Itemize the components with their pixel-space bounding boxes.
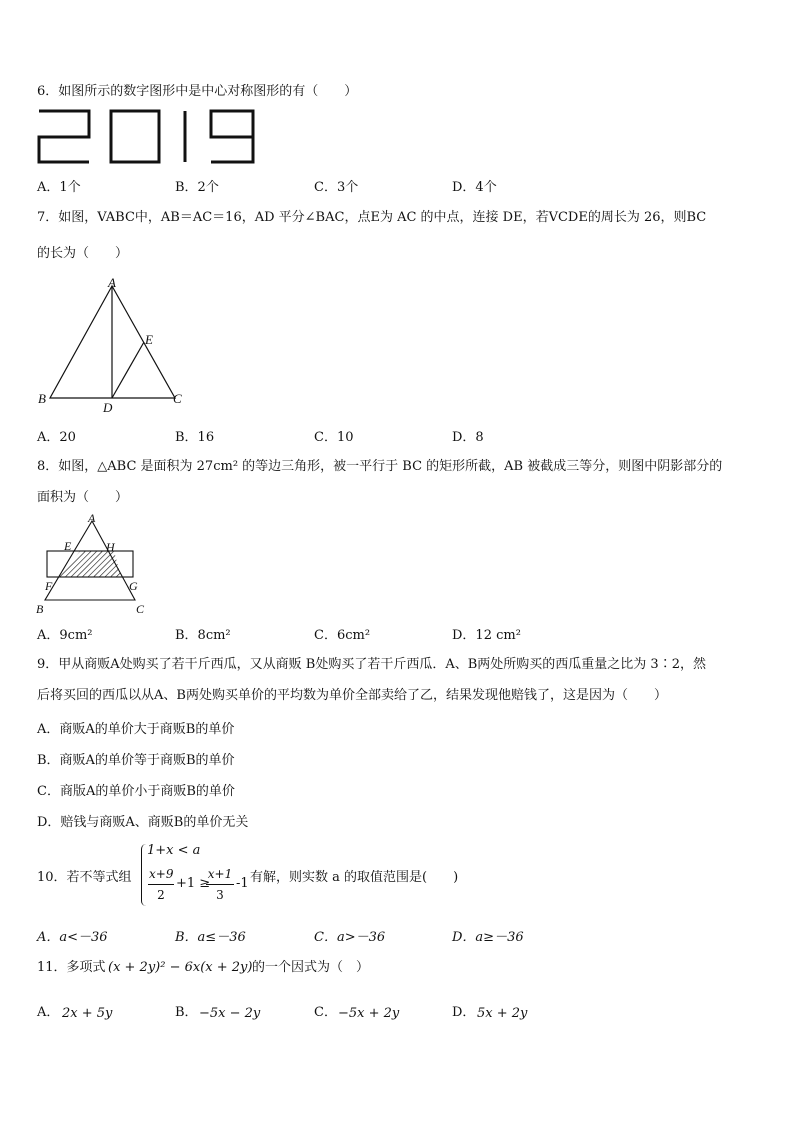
q7-option-d[interactable]: D．8 [452, 430, 484, 445]
q11-option-b-label[interactable]: B． [175, 1005, 198, 1020]
q10-option-d[interactable]: D．a≥－36 [452, 930, 524, 945]
q9-option-c[interactable]: C．商版A的单价小于商贩B的单价 [37, 784, 235, 799]
q6-option-a[interactable]: A．1个 [37, 180, 81, 195]
q7-option-a[interactable]: A．20 [37, 430, 76, 445]
q8-label-g: G [129, 579, 138, 593]
q10-frac2-num: x+1 [207, 867, 233, 881]
q11-stem-suffix: 的一个因式为（ ） [252, 960, 370, 975]
q7-label-c: C [173, 391, 182, 406]
q11-stem-prefix: 11．多项式 [37, 960, 106, 975]
q10-option-c[interactable]: C．a>－36 [314, 930, 386, 945]
q11-option-c-expr[interactable]: −5x + 2y [338, 1006, 400, 1021]
q8-label-c: C [136, 602, 145, 616]
q10-brace [141, 844, 146, 906]
q10-frac1-den: 2 [157, 888, 165, 902]
q10-mid: +1 ≥ [176, 876, 211, 891]
q7-stem-line1: 7．如图，VABC中，AB＝AC＝16，AD 平分∠BAC，点E为 AC 的中点，连接 DE，若VCDE的周长为 26，则BC [37, 210, 707, 225]
q8-label-a: A [88, 511, 96, 525]
q7-label-e: E [145, 332, 153, 347]
q10-option-a[interactable]: A．a<－36 [37, 930, 108, 945]
q9-option-b[interactable]: B．商贩A的单价等于商贩B的单价 [37, 753, 235, 768]
q11-option-b-expr[interactable]: −5x − 2y [199, 1006, 261, 1021]
q7-stem-line2: 的长为（ ） [37, 246, 129, 261]
q10-inequality-1: 1+x < a [147, 843, 201, 858]
q8-label-e: E [64, 539, 72, 553]
q11-expression: (x + 2y)² − 6x(x + 2y) [108, 960, 253, 975]
q8-option-d[interactable]: D．12 cm² [452, 628, 521, 643]
q7-label-a: A [108, 275, 116, 290]
q10-option-b[interactable]: B．a≤－36 [175, 930, 246, 945]
q10-stem-suffix: 有解，则实数 a 的取值范围是( ) [250, 870, 459, 885]
q6-option-d[interactable]: D．4个 [452, 180, 497, 195]
q8-triangle-figure [30, 510, 160, 622]
q8-option-b[interactable]: B．8cm² [175, 628, 231, 643]
q11-option-a-expr[interactable]: 2x + 5y [62, 1006, 113, 1021]
q9-option-d[interactable]: D．赔钱与商贩A、商贩B的单价无关 [37, 815, 249, 830]
q8-label-h: H [106, 540, 115, 554]
q6-option-b[interactable]: B．2个 [175, 180, 219, 195]
q6-stem: 6．如图所示的数字图形中是中心对称图形的有（ ） [37, 84, 358, 99]
q8-label-f: F [45, 579, 53, 593]
q8-option-c[interactable]: C．6cm² [314, 628, 371, 643]
q10-stem-prefix: 10．若不等式组 [37, 870, 132, 885]
q7-option-c[interactable]: C．10 [314, 430, 354, 445]
q6-option-c[interactable]: C．3个 [314, 180, 359, 195]
q9-stem-line1: 9．甲从商贩A处购买了若干斤西瓜，又从商贩 B处购买了若干斤西瓜．A、B两处所购买的西瓜重量之比为 3∶2，然 [37, 657, 706, 672]
q11-option-c-label[interactable]: C． [314, 1005, 337, 1020]
q8-option-a[interactable]: A．9cm² [37, 628, 93, 643]
q7-triangle-figure [30, 272, 200, 422]
q6-digit-figure [35, 107, 265, 167]
q7-label-b: B [38, 391, 46, 406]
q11-option-a-label[interactable]: A． [37, 1005, 60, 1020]
q10-frac1-bar [148, 884, 174, 885]
q8-stem-line1: 8．如图，△ABC 是面积为 27cm² 的等边三角形，被一平行于 BC 的矩形所截，AB 被截成三等分，则图中阴影部分的 [37, 459, 723, 474]
q10-frac2-bar [206, 884, 234, 885]
q10-frac2-den: 3 [216, 888, 224, 902]
q10-tail: -1 [236, 876, 249, 891]
q9-stem-line2: 后将买回的西瓜以从A、B两处购买单价的平均数为单价全部卖给了乙，结果发现他赔钱了，这是因为（ ） [37, 688, 667, 703]
q7-label-d: D [103, 400, 113, 415]
q8-stem-line2: 面积为（ ） [37, 490, 129, 505]
q10-frac1-num: x+9 [149, 867, 174, 881]
q8-label-b: B [36, 602, 44, 616]
q9-option-a[interactable]: A．商贩A的单价大于商贩B的单价 [37, 722, 235, 737]
q11-option-d-label[interactable]: D． [452, 1005, 476, 1020]
q11-option-d-expr[interactable]: 5x + 2y [477, 1006, 528, 1021]
q7-option-b[interactable]: B．16 [175, 430, 215, 445]
